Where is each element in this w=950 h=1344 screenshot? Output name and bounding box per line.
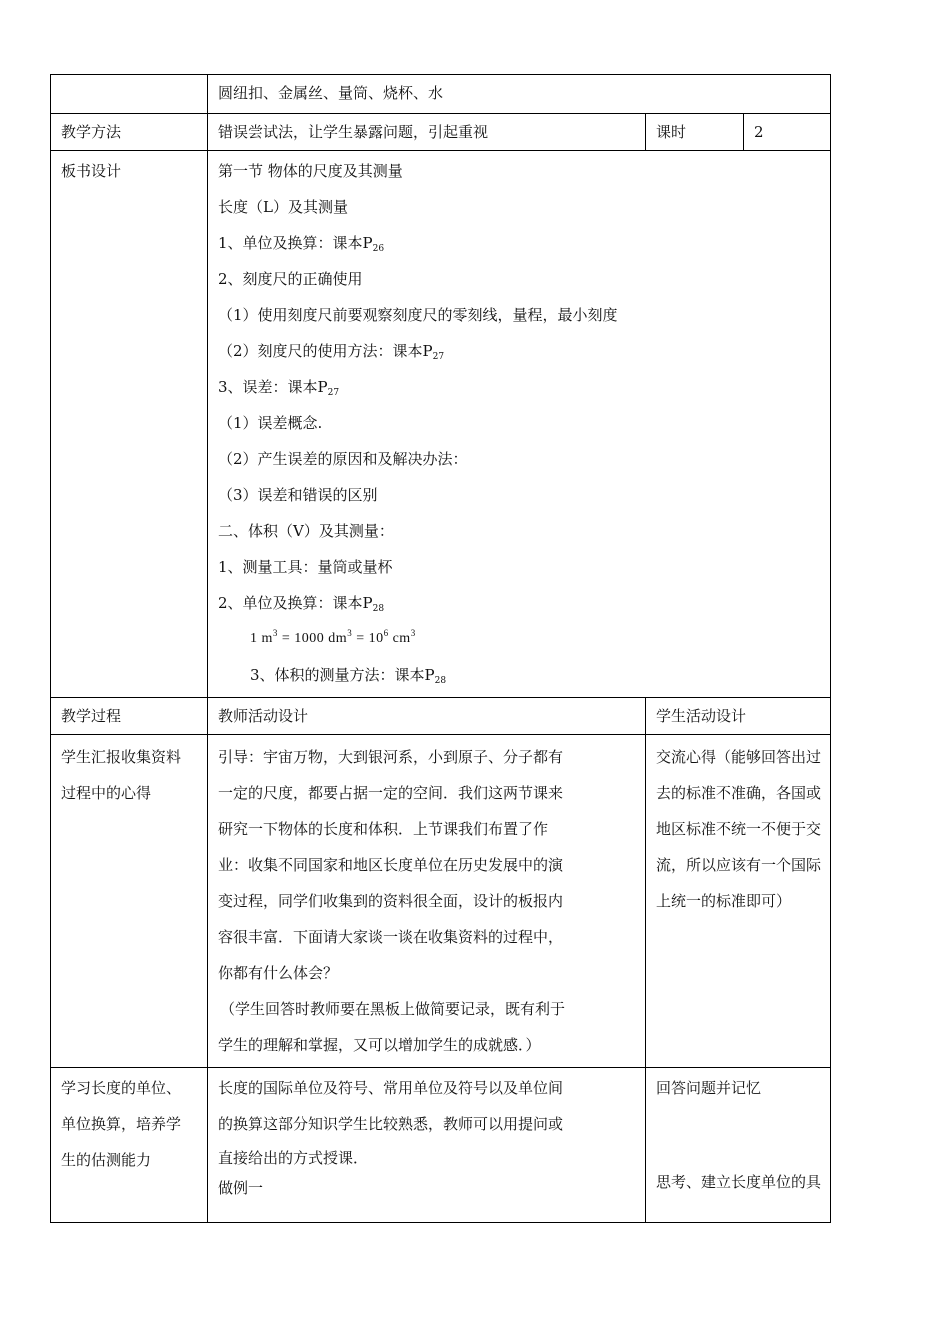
method-value: 错误尝试法，让学生暴露问题，引起重视 (208, 114, 646, 151)
board-line-1: 第一节 物体的尺度及其测量 (218, 162, 403, 180)
report-student-activity: 交流心得（能够回答出过 去的标准不准确，各国或 地区标准不统一不便于交 流，所以应该有一个国际 上统一的标准即可） (646, 735, 831, 1068)
student-activity-header: 学生活动设计 (646, 698, 831, 735)
process-label: 教学过程 (51, 698, 208, 735)
hours-label: 课时 (646, 114, 744, 151)
board-line-7: 3、误差：课本$P_{27}$ (218, 378, 340, 398)
board-design-label: 板书设计 (51, 151, 208, 698)
board-line-12: 1、测量工具：量筒或量杯 (218, 558, 393, 576)
volume-conversion-formula: 1 $m^3 = 1000$ $dm^3 = 10^6$ $cm^3$ (250, 628, 416, 646)
method-label: 教学方法 (51, 114, 208, 151)
board-line-13: 2、单位及换算：课本$P_{28}$ (218, 594, 385, 614)
report-teacher-activity: 引导：宇宙万物，大到银河系，小到原子、分子都有 一定的尺度，都要占据一定的空间．我们这两节课来 研究一下物体的长度和体积．上节课我们布置了作 业：收集不同国家和地区长度单位在历史发展中的演 变过程，同学们收集到的资料很全面，设计的板报内 容很丰富．下面请大家谈一谈在收集资料的过程中， 你都有什么体会？ （学生回答时教师要在黑板上做简要记录，既有利于 学生的理解和掌握，又可以增加学生的成就感．） (208, 735, 646, 1068)
materials-value: 圆纽扣、金属丝、量筒、烧杯、水 (218, 84, 444, 102)
method-row (51, 114, 831, 151)
board-line-9: （2）产生误差的原因和及解决办法： (218, 450, 468, 468)
units-label: 学习长度的单位、 单位换算，培养学 生的估测能力 (51, 1068, 208, 1223)
materials-label-cell (51, 75, 208, 114)
board-design-row (51, 151, 831, 698)
board-line-10: （3）误差和错误的区别 (218, 486, 378, 504)
board-line-5: （1）使用刻度尺前要观察刻度尺的零刻线，量程，最小刻度 (218, 306, 618, 324)
board-line-8: （1）误差概念. (218, 414, 323, 432)
materials-row (51, 75, 831, 114)
units-student-activity: 回答问题并记忆 思考、建立长度单位的具 (646, 1068, 831, 1223)
board-line-2: 长度（L）及其测量 (218, 198, 348, 216)
board-line-3: 1、单位及换算：课本$P_{26}$ (218, 234, 385, 254)
lesson-plan-table (50, 74, 831, 1223)
report-label: 学生汇报收集资料 过程中的心得 (51, 735, 208, 1068)
board-line-4: 2、刻度尺的正确使用 (218, 270, 363, 288)
board-line-14: 3、体积的测量方法：课本$P_{28}$ (250, 666, 447, 686)
process-header-row (51, 698, 831, 735)
materials-value-cell (208, 75, 831, 114)
board-line-6: （2）刻度尺的使用方法：课本$P_{27}$ (218, 342, 445, 362)
board-design-content (208, 151, 831, 698)
hours-value: 2 (744, 114, 831, 151)
units-row (51, 1068, 831, 1223)
board-line-11: 二、体积（V）及其测量： (218, 522, 394, 540)
report-row (51, 735, 831, 1068)
teacher-activity-header: 教师活动设计 (208, 698, 646, 735)
units-teacher-activity: 长度的国际单位及符号、常用单位及符号以及单位间 的换算这部分知识学生比较熟悉，教师可以用提问或 直接给出的方式授课． 做例一 (208, 1068, 646, 1223)
